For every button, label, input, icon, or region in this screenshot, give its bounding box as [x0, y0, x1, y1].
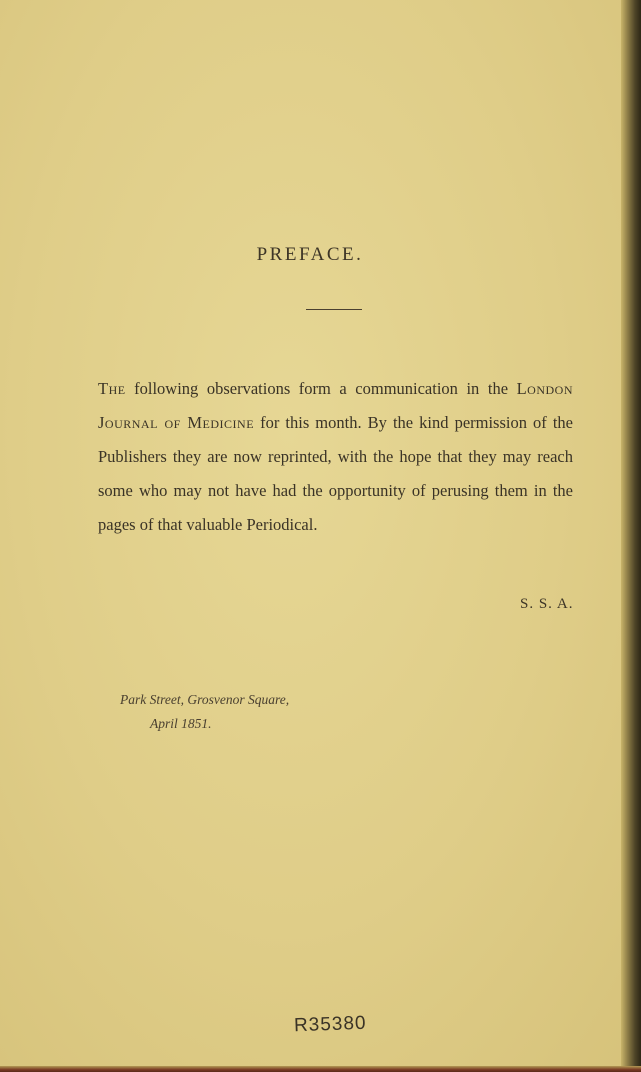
- paragraph-text-2: for this month. By the kind permission of the Publishers they are now reprinted, with the hope that they may reach some who may not have had the opportunity of perusing them in the pages of that valuable Periodical.: [98, 413, 574, 534]
- place-line: Park Street, Grosvenor Square,: [120, 692, 290, 707]
- paragraph-text-1: following observations form a communication in the: [125, 379, 517, 398]
- preface-paragraph: [98, 372, 573, 542]
- signature: S. S. A.: [520, 596, 574, 612]
- journal-name: London Journal of Medicine: [98, 379, 573, 432]
- page-bottom-edge: [0, 1066, 641, 1072]
- title-rule: [306, 309, 362, 310]
- page-title: PREFACE.: [256, 244, 364, 265]
- shelfmark: R35380: [293, 1012, 367, 1037]
- dateline: [120, 688, 289, 736]
- page-edge-shadow: [621, 0, 641, 1072]
- date-line: April 1851.: [150, 716, 212, 731]
- opening-word: The: [98, 379, 126, 398]
